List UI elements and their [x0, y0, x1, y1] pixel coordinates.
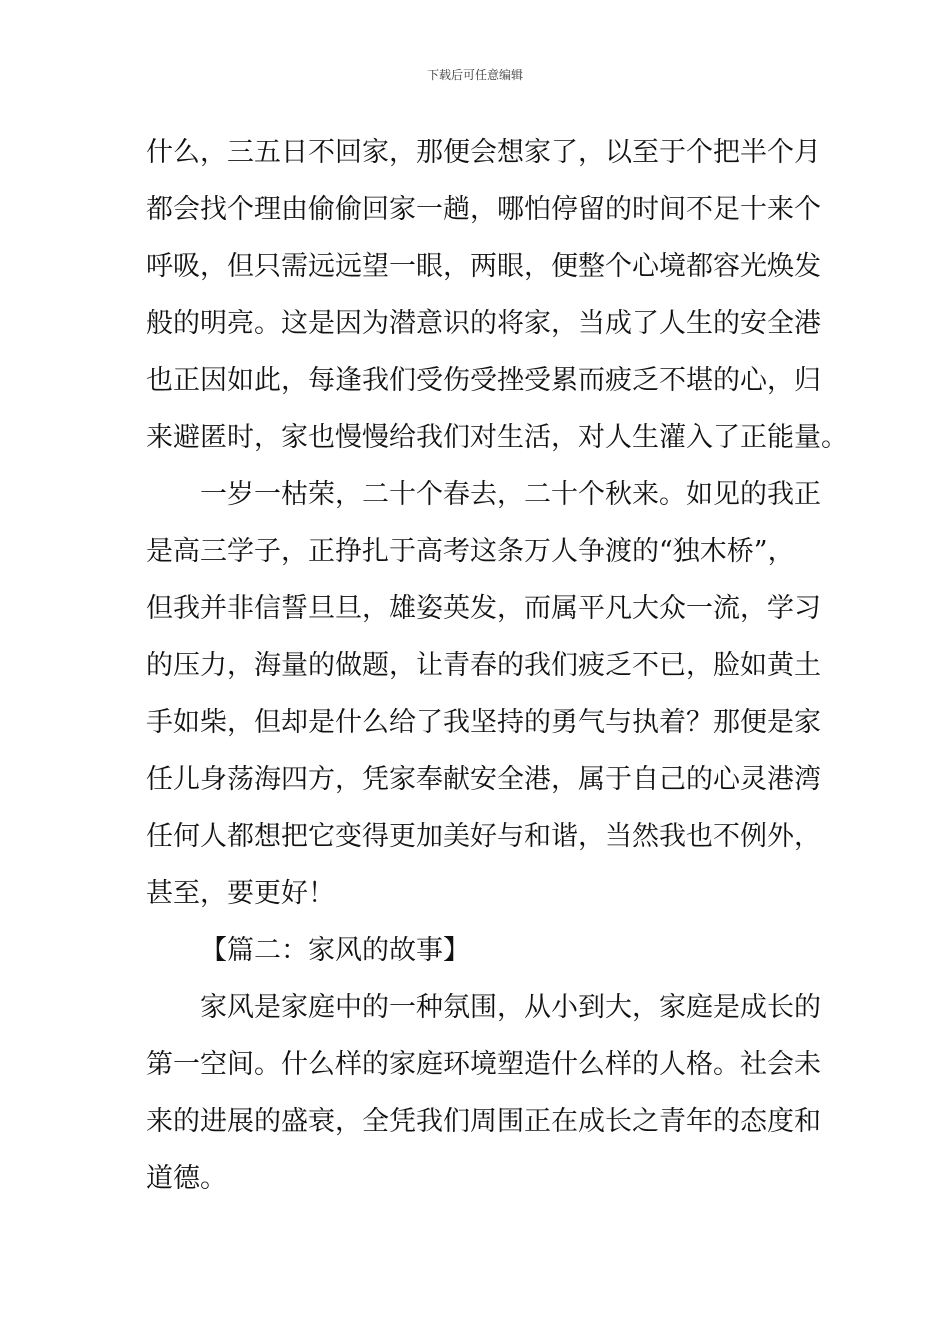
- paragraph-start-line: 一岁一枯荣，二十个春去，二十个秋来。如见的我正: [200, 479, 821, 510]
- text-line: 什么，三五日不回家，那便会想家了，以至于个把半个月: [146, 137, 821, 168]
- paragraph-start-line: 家风是家庭中的一种氛围，从小到大，家庭是成长的: [200, 992, 821, 1023]
- text-line: 第一空间。什么样的家庭环境塑造什么样的人格。社会未: [146, 1049, 821, 1080]
- section-heading: 【篇二：家风的故事】: [200, 935, 470, 966]
- page-header: 下载后可任意编辑: [426, 68, 523, 82]
- document-body: [146, 130, 848, 1213]
- text-line: 但我并非信誓旦旦，雄姿英发，而属平凡大众一流，学习: [146, 593, 821, 624]
- text-line: 也正因如此，每逢我们受伤受挫受累而疲乏不堪的心，归: [146, 365, 821, 396]
- text-line: 甚至，要更好！: [146, 878, 335, 909]
- text-line: 手如柴，但却是什么给了我坚持的勇气与执着？那便是家: [146, 707, 821, 738]
- text-line: 道德。: [146, 1163, 227, 1194]
- text-line: 是高三学子，正挣扎于高考这条万人争渡的“独木桥”，: [146, 536, 795, 567]
- text-line: 来避匿时，家也慢慢给我们对生活，对人生灌入了正能量。: [146, 422, 848, 453]
- text-line: 都会找个理由偷偷回家一趟，哪怕停留的时间不足十来个: [146, 194, 821, 225]
- text-line: 般的明亮。这是因为潜意识的将家，当成了人生的安全港: [146, 308, 821, 339]
- text-line: 任儿身荡海四方，凭家奉献安全港，属于自己的心灵港湾: [146, 764, 821, 795]
- text-line: 呼吸，但只需远远望一眼，两眼，便整个心境都容光焕发: [146, 251, 821, 282]
- text-line: 的压力，海量的做题，让青春的我们疲乏不已，脸如黄土: [146, 650, 821, 681]
- text-line: 任何人都想把它变得更加美好与和谐，当然我也不例外，: [146, 821, 821, 852]
- text-line: 来的进展的盛衰，全凭我们周围正在成长之青年的态度和: [146, 1106, 821, 1137]
